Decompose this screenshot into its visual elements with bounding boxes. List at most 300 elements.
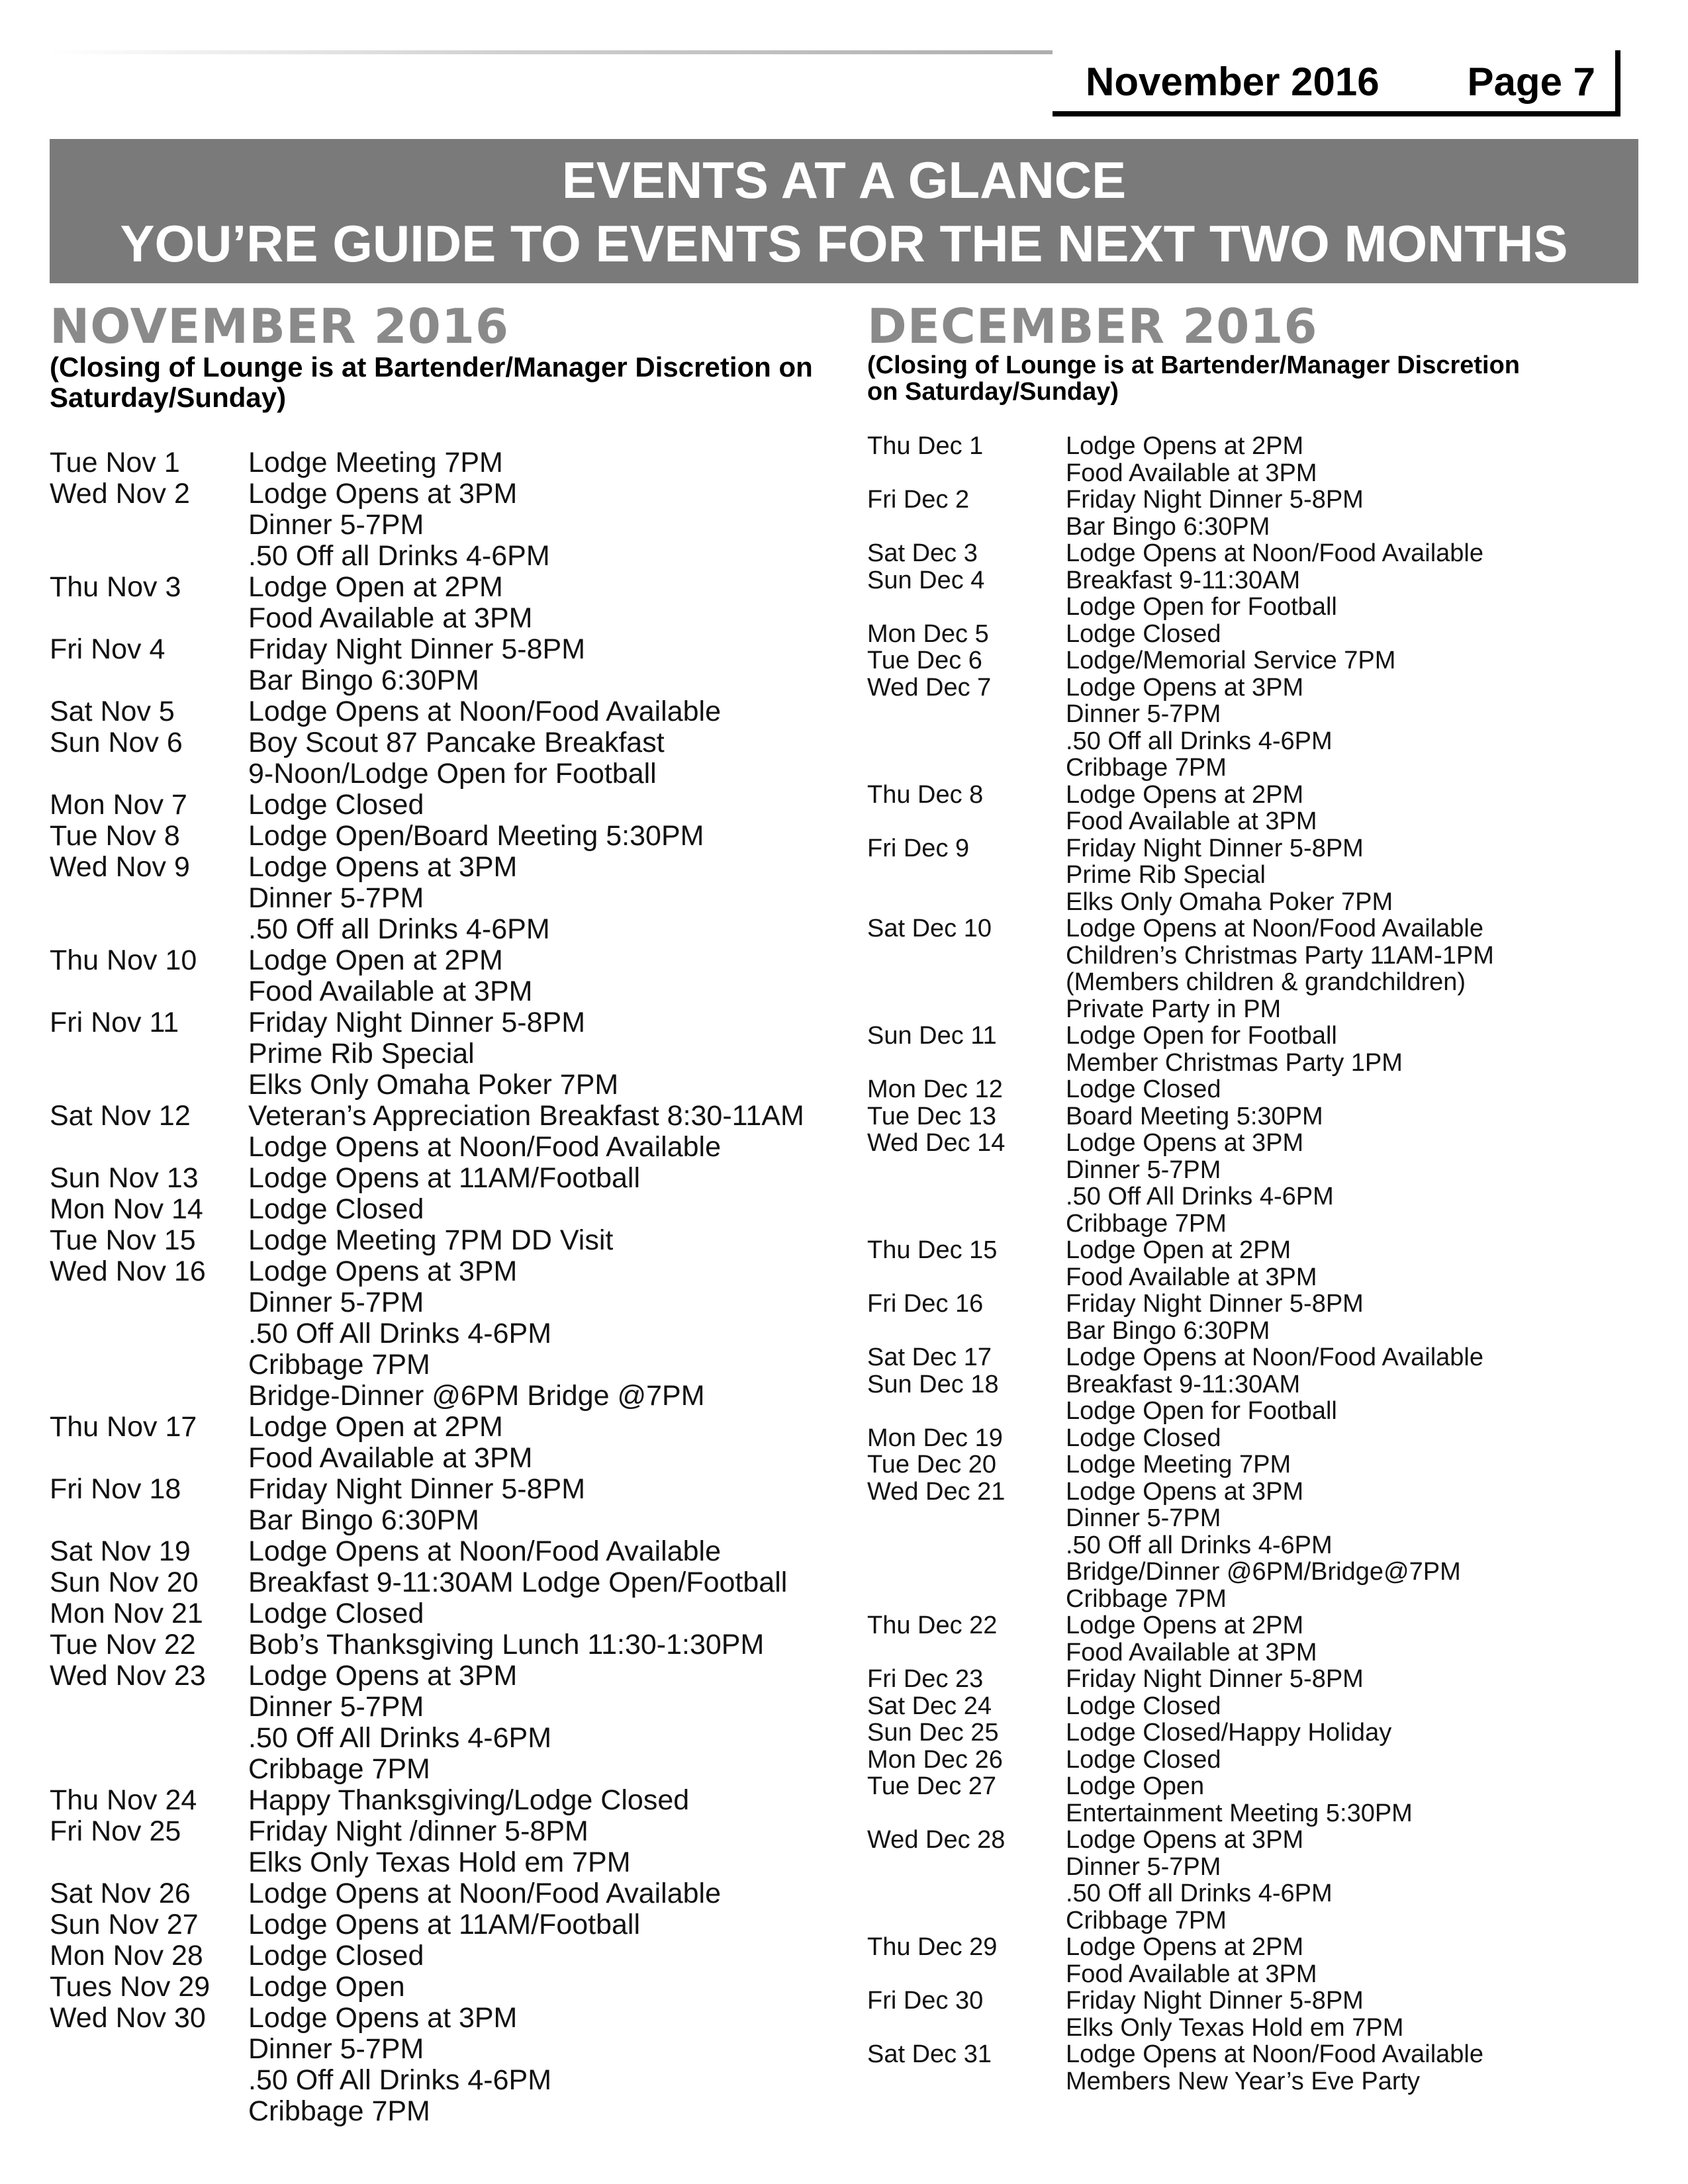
event-details	[1066, 2041, 1642, 2095]
event-date: Sat Nov 5	[50, 696, 175, 727]
event-date: Tue Dec 6	[867, 647, 982, 674]
event-details	[248, 478, 831, 572]
event-entry	[867, 1291, 1642, 1344]
event-date: Sun Dec 4	[867, 566, 985, 594]
event-detail-line: Lodge Meeting 7PM	[1066, 1451, 1291, 1479]
event-date: Sat Nov 26	[50, 1878, 191, 1909]
event-detail-line: Lodge Open for Football	[1066, 1397, 1337, 1425]
event-details	[1066, 1987, 1642, 2041]
event-entry	[50, 1536, 831, 1567]
event-date: Tue Dec 13	[867, 1102, 997, 1130]
event-details	[1066, 1371, 1642, 1425]
event-detail-line: Cribbage 7PM	[1066, 1209, 1227, 1238]
event-date: Wed Dec 14	[867, 1129, 1006, 1157]
event-details	[1066, 835, 1642, 916]
event-detail-line: Lodge Opens at 3PM	[248, 478, 518, 510]
event-details	[248, 1878, 831, 1909]
event-details	[248, 1007, 831, 1101]
event-detail-line: Lodge Open/Board Meeting 5:30PM	[248, 820, 704, 852]
event-date: Mon Nov 14	[50, 1193, 203, 1225]
event-date: Mon Dec 19	[867, 1424, 1003, 1452]
event-detail-line: Food Available at 3PM	[248, 1442, 533, 1474]
event-details	[248, 821, 831, 852]
event-detail-line: Friday Night Dinner 5-8PM	[1066, 486, 1364, 514]
event-date: Tue Nov 22	[50, 1629, 196, 1661]
event-date: Sun Nov 13	[50, 1162, 199, 1194]
event-detail-line: Breakfast 9-11:30AM	[1066, 566, 1301, 594]
event-detail-line: Lodge Closed	[1066, 619, 1221, 648]
event-detail-line: Food Available at 3PM	[1066, 459, 1317, 487]
event-detail-line: Friday Night Dinner 5-8PM	[1066, 834, 1364, 862]
event-detail-line: .50 Off all Drinks 4-6PM	[1066, 1531, 1333, 1559]
event-detail-line: Lodge Opens at 2PM	[1066, 1612, 1304, 1639]
november-column	[50, 285, 831, 2127]
event-detail-line: Lodge Opens at 3PM	[248, 2002, 518, 2034]
event-entry	[867, 835, 1642, 916]
event-entry	[50, 727, 831, 790]
event-details	[248, 696, 831, 727]
event-entry	[867, 486, 1642, 540]
event-entry	[50, 1412, 831, 1474]
event-detail-line: Food Available at 3PM	[1066, 807, 1317, 835]
event-entry	[867, 540, 1642, 567]
event-entry	[867, 1693, 1642, 1720]
event-detail-line: Entertainment Meeting 5:30PM	[1066, 1799, 1413, 1827]
event-date: Thu Nov 3	[50, 571, 181, 603]
event-details	[248, 2003, 831, 2127]
event-details	[248, 1909, 831, 1940]
november-title: NOVEMBER 2016	[50, 298, 510, 354]
event-details	[1066, 540, 1642, 567]
event-detail-line: .50 Off all Drinks 4-6PM	[1066, 1880, 1333, 1907]
event-entry	[50, 852, 831, 945]
event-detail-line: .50 Off All Drinks 4-6PM	[248, 1318, 552, 1349]
event-detail-line: Lodge Opens at 3PM	[1066, 1129, 1304, 1157]
event-details	[1066, 1666, 1642, 1693]
event-date: Wed Dec 21	[867, 1477, 1006, 1506]
event-date: Sun Nov 6	[50, 727, 183, 758]
december-event-list	[867, 433, 1642, 2095]
event-date: Tue Dec 27	[867, 1772, 997, 1800]
event-detail-line: Cribbage 7PM	[248, 2095, 430, 2127]
event-detail-line: Friday Night Dinner 5-8PM	[1066, 1290, 1364, 1318]
event-detail-line: Breakfast 9-11:30AM	[1066, 1370, 1301, 1398]
event-details	[1066, 1103, 1642, 1130]
event-detail-line: Food Available at 3PM	[248, 602, 533, 634]
event-entry	[50, 447, 831, 478]
event-date: Sat Dec 10	[867, 915, 992, 942]
event-entry	[50, 945, 831, 1007]
event-detail-line: Bar Bingo 6:30PM	[248, 1504, 479, 1536]
event-date: Tues Nov 29	[50, 1971, 211, 2003]
event-detail-line: Lodge Closed	[248, 1940, 424, 1972]
page-number: Page 7	[1467, 60, 1595, 104]
event-date: Sun Dec 25	[867, 1719, 999, 1747]
event-date: Fri Dec 23	[867, 1665, 984, 1693]
event-detail-line: Lodge Open for Football	[1066, 1022, 1337, 1050]
event-details	[248, 1225, 831, 1256]
event-date: Wed Dec 7	[867, 673, 992, 702]
event-date: Mon Dec 26	[867, 1745, 1003, 1774]
event-entry	[867, 1987, 1642, 2041]
event-detail-line: Members New Year’s Eve Party	[1066, 2067, 1421, 2095]
event-entry	[867, 1451, 1642, 1479]
event-detail-line: .50 Off all Drinks 4-6PM	[248, 540, 550, 572]
event-entry	[867, 2041, 1642, 2095]
event-detail-line: .50 Off All Drinks 4-6PM	[248, 2064, 552, 2096]
event-entry	[50, 1816, 831, 1878]
event-detail-line: Friday Night Dinner 5-8PM	[248, 633, 586, 665]
event-date: Thu Dec 1	[867, 432, 984, 460]
event-date: Thu Nov 17	[50, 1411, 197, 1443]
event-detail-line: Bar Bingo 6:30PM	[1066, 1316, 1270, 1345]
event-detail-line: Lodge Opens at 3PM	[1066, 1826, 1304, 1854]
event-date: Fri Nov 11	[50, 1007, 179, 1038]
event-date: Mon Dec 5	[867, 619, 989, 648]
event-detail-line: Lodge Opens at 2PM	[1066, 1933, 1304, 1961]
event-detail-line: Bridge-Dinner @6PM Bridge @7PM	[248, 1380, 705, 1412]
event-details	[1066, 1451, 1642, 1479]
event-detail-line: Lodge Opens at Noon/Food Available	[248, 1878, 722, 1909]
event-detail-line: Dinner 5-7PM	[248, 1691, 424, 1723]
event-details	[248, 447, 831, 478]
event-entry	[50, 1101, 831, 1163]
event-detail-line: Bridge/Dinner @6PM/Bridge@7PM	[1066, 1558, 1461, 1586]
event-details	[1066, 1719, 1642, 1747]
event-detail-line: Food Available at 3PM	[1066, 1263, 1317, 1291]
event-date: Mon Dec 12	[867, 1075, 1003, 1103]
event-entry	[50, 1785, 831, 1816]
event-detail-line: Dinner 5-7PM	[1066, 700, 1221, 728]
event-date: Thu Dec 15	[867, 1236, 998, 1264]
event-detail-line: Lodge Closed	[248, 1598, 424, 1629]
event-detail-line: Lodge Opens at Noon/Food Available	[248, 696, 722, 727]
event-detail-line: Cribbage 7PM	[1066, 1906, 1227, 1934]
event-details	[1066, 647, 1642, 674]
event-details	[1066, 1693, 1642, 1720]
event-entry	[867, 782, 1642, 835]
event-details	[1066, 674, 1642, 782]
event-detail-line: Lodge Opens at 3PM	[248, 1660, 518, 1692]
event-detail-line: Lodge Opens at 3PM	[1066, 673, 1304, 702]
december-note: (Closing of Lounge is at Bartender/Manager Discretion on Saturday/Sunday)	[867, 351, 1521, 406]
event-date: Thu Dec 22	[867, 1612, 998, 1639]
event-details	[248, 790, 831, 821]
event-detail-line: Dinner 5-7PM	[1066, 1504, 1221, 1532]
event-entry	[867, 647, 1642, 674]
event-entry	[867, 1103, 1642, 1130]
event-entry	[50, 634, 831, 696]
event-details	[248, 1163, 831, 1194]
event-details	[1066, 1425, 1642, 1452]
event-entry	[50, 1629, 831, 1661]
banner-title: EVENTS AT A GLANCE	[561, 151, 1127, 209]
event-date: Sun Dec 11	[867, 1022, 997, 1050]
event-date: Sat Nov 12	[50, 1100, 191, 1132]
event-detail-line: Lodge Closed	[1066, 1075, 1221, 1103]
event-detail-line: Friday Night Dinner 5-8PM	[1066, 1987, 1364, 2015]
event-date: Tue Nov 8	[50, 820, 180, 852]
event-detail-line: Lodge Open at 2PM	[1066, 1236, 1291, 1264]
event-date: Sat Dec 24	[867, 1692, 992, 1720]
event-detail-line: Lodge Closed/Happy Holiday	[1066, 1719, 1392, 1747]
event-detail-line: Cribbage 7PM	[248, 1349, 430, 1381]
event-detail-line: Lodge Open at 2PM	[248, 571, 503, 603]
event-date: Fri Nov 18	[50, 1473, 181, 1505]
event-date: Fri Nov 25	[50, 1815, 181, 1847]
event-details	[248, 1661, 831, 1785]
event-entry	[50, 1474, 831, 1536]
event-detail-line: Lodge Open	[1066, 1772, 1205, 1800]
event-entry	[50, 1225, 831, 1256]
event-details	[248, 1101, 831, 1163]
event-detail-line: Lodge Opens at Noon/Food Available	[248, 1131, 722, 1163]
event-detail-line: Lodge Opens at 3PM	[248, 1255, 518, 1287]
event-detail-line: Food Available at 3PM	[248, 976, 533, 1007]
event-detail-line: Friday Night /dinner 5-8PM	[248, 1815, 588, 1847]
event-date: Wed Nov 9	[50, 851, 190, 883]
event-details	[1066, 1479, 1642, 1613]
event-detail-line: Lodge Opens at Noon/Food Available	[1066, 2040, 1483, 2068]
event-details	[248, 1194, 831, 1225]
event-entry	[50, 1194, 831, 1225]
event-date: Tue Nov 1	[50, 447, 180, 478]
event-detail-line: Lodge Opens at Noon/Food Available	[1066, 1343, 1483, 1371]
november-note: (Closing of Lounge is at Bartender/Manager Discretion on Saturday/Sunday)	[50, 351, 813, 413]
event-detail-line: Board Meeting 5:30PM	[1066, 1102, 1323, 1130]
event-entry	[50, 1909, 831, 1940]
event-detail-line: Lodge Open at 2PM	[248, 1411, 503, 1443]
event-entry	[867, 1023, 1642, 1076]
event-detail-line: Veteran’s Appreciation Breakfast 8:30-11AM	[248, 1100, 804, 1132]
event-detail-line: Food Available at 3PM	[1066, 1638, 1317, 1666]
event-detail-line: Elks Only Texas Hold em 7PM	[1066, 2013, 1404, 2042]
event-detail-line: Food Available at 3PM	[1066, 1960, 1317, 1988]
event-detail-line: Lodge Closed	[248, 1193, 424, 1225]
event-entry	[50, 790, 831, 821]
event-entry	[867, 1371, 1642, 1425]
event-date: Fri Dec 30	[867, 1987, 984, 2015]
event-detail-line: Dinner 5-7PM	[248, 1287, 424, 1318]
event-details	[248, 1474, 831, 1536]
event-detail-line: Prime Rib Special	[248, 1038, 475, 1069]
event-detail-line: Dinner 5-7PM	[1066, 1156, 1221, 1184]
event-detail-line: Breakfast 9-11:30AM Lodge Open/Football	[248, 1567, 788, 1598]
event-details	[248, 1536, 831, 1567]
event-date: Fri Dec 9	[867, 834, 970, 862]
event-detail-line: 9-Noon/Lodge Open for Football	[248, 758, 657, 790]
events-banner	[50, 139, 1638, 283]
event-date: Thu Dec 29	[867, 1933, 998, 1961]
event-details	[1066, 1612, 1642, 1666]
event-entry	[50, 1256, 831, 1412]
event-entry	[867, 1612, 1642, 1666]
november-event-list	[50, 447, 831, 2127]
event-details	[248, 1940, 831, 1972]
event-detail-line: (Members children & grandchildren)	[1066, 968, 1466, 996]
event-detail-line: Lodge Opens at Noon/Food Available	[1066, 539, 1483, 567]
event-details	[1066, 567, 1642, 621]
event-detail-line: Lodge Opens at 2PM	[1066, 432, 1304, 460]
event-detail-line: Dinner 5-7PM	[1066, 1852, 1221, 1881]
event-date: Sat Dec 3	[867, 539, 978, 567]
event-entry	[867, 567, 1642, 621]
event-detail-line: Dinner 5-7PM	[248, 509, 424, 541]
event-date: Mon Nov 7	[50, 789, 187, 821]
event-entry	[50, 2003, 831, 2127]
event-detail-line: Friday Night Dinner 5-8PM	[248, 1007, 586, 1038]
event-detail-line: Prime Rib Special	[1066, 861, 1266, 889]
event-date: Thu Dec 8	[867, 780, 984, 809]
december-column	[867, 285, 1642, 2095]
event-detail-line: Lodge Open	[248, 1971, 405, 2003]
event-entry	[50, 1661, 831, 1785]
event-details	[1066, 621, 1642, 648]
event-detail-line: Private Party in PM	[1066, 995, 1282, 1023]
event-details	[1066, 915, 1642, 1023]
event-date: Wed Nov 23	[50, 1660, 206, 1692]
event-details	[1066, 1076, 1642, 1103]
event-date: Tue Dec 20	[867, 1451, 997, 1479]
event-details	[1066, 1237, 1642, 1291]
event-entry	[867, 433, 1642, 486]
event-entry	[867, 1827, 1642, 1934]
event-detail-line: Lodge Opens at Noon/Food Available	[248, 1535, 722, 1567]
event-date: Sun Nov 20	[50, 1567, 199, 1598]
event-detail-line: Lodge Meeting 7PM DD Visit	[248, 1224, 614, 1256]
event-date: Wed Nov 30	[50, 2002, 206, 2034]
event-details	[248, 852, 831, 945]
event-entry	[867, 1773, 1642, 1827]
event-detail-line: Lodge Open at 2PM	[248, 944, 503, 976]
event-detail-line: Elks Only Omaha Poker 7PM	[248, 1069, 619, 1101]
event-detail-line: Lodge Closed	[1066, 1424, 1221, 1452]
event-details	[248, 1629, 831, 1661]
event-entry	[50, 1163, 831, 1194]
event-date: Fri Dec 16	[867, 1290, 984, 1318]
event-date: Thu Nov 10	[50, 944, 197, 976]
event-detail-line: Lodge/Memorial Service 7PM	[1066, 647, 1396, 674]
event-detail-line: Friday Night Dinner 5-8PM	[1066, 1665, 1364, 1693]
event-details	[1066, 782, 1642, 835]
event-entry	[867, 1076, 1642, 1103]
event-detail-line: Cribbage 7PM	[1066, 1584, 1227, 1613]
event-detail-line: .50 Off All Drinks 4-6PM	[1066, 1183, 1334, 1210]
event-detail-line: Bob’s Thanksgiving Lunch 11:30-1:30PM	[248, 1629, 765, 1661]
event-entry	[50, 1007, 831, 1101]
event-details	[248, 1816, 831, 1878]
event-date: Fri Dec 2	[867, 486, 970, 514]
event-detail-line: Elks Only Texas Hold em 7PM	[248, 1846, 631, 1878]
event-date: Mon Nov 28	[50, 1940, 203, 1972]
event-detail-line: .50 Off all Drinks 4-6PM	[248, 913, 550, 945]
event-date: Thu Nov 24	[50, 1784, 197, 1816]
event-entry	[867, 1130, 1642, 1237]
event-date: Sat Dec 17	[867, 1343, 992, 1371]
event-date: Mon Nov 21	[50, 1598, 203, 1629]
header-month: November 2016	[1086, 60, 1380, 104]
event-detail-line: Lodge Closed	[1066, 1745, 1221, 1774]
event-detail-line: Lodge Closed	[248, 789, 424, 821]
event-detail-line: Bar Bingo 6:30PM	[248, 664, 479, 696]
event-details	[248, 1785, 831, 1816]
december-title: DECEMBER 2016	[867, 298, 1318, 354]
event-detail-line: Dinner 5-7PM	[248, 2033, 424, 2065]
event-details	[1066, 1827, 1642, 1934]
event-detail-line: Member Christmas Party 1PM	[1066, 1048, 1403, 1077]
event-detail-line: Lodge Opens at 11AM/Football	[248, 1909, 641, 1940]
event-detail-line: Lodge Opens at 2PM	[1066, 780, 1304, 809]
event-entry	[867, 1344, 1642, 1371]
event-entry	[50, 478, 831, 572]
event-date: Wed Nov 16	[50, 1255, 206, 1287]
event-entry	[50, 1972, 831, 2003]
event-entry	[867, 1666, 1642, 1693]
event-entry	[867, 1237, 1642, 1291]
event-detail-line: .50 Off all Drinks 4-6PM	[1066, 727, 1333, 755]
event-details	[248, 1412, 831, 1474]
event-details	[1066, 1344, 1642, 1371]
event-detail-line: Boy Scout 87 Pancake Breakfast	[248, 727, 665, 758]
event-details	[248, 727, 831, 790]
event-detail-line: Lodge Opens at 3PM	[1066, 1477, 1304, 1506]
event-entry	[867, 1425, 1642, 1452]
event-entry	[50, 1598, 831, 1629]
event-detail-line: Lodge Meeting 7PM	[248, 447, 503, 478]
banner-subtitle: YOU’RE GUIDE TO EVENTS FOR THE NEXT TWO MONTHS	[120, 214, 1568, 273]
event-date: Sun Dec 18	[867, 1370, 999, 1398]
event-entry	[50, 1878, 831, 1909]
event-details	[1066, 1291, 1642, 1344]
event-details	[248, 1972, 831, 2003]
event-details	[1066, 433, 1642, 486]
event-details	[1066, 486, 1642, 540]
event-detail-line: Happy Thanksgiving/Lodge Closed	[248, 1784, 690, 1816]
event-details	[248, 634, 831, 696]
event-date: Fri Nov 4	[50, 633, 165, 665]
event-detail-line: Lodge Opens at 3PM	[248, 851, 518, 883]
event-entry	[50, 1940, 831, 1972]
event-entry	[867, 1479, 1642, 1613]
event-detail-line: Bar Bingo 6:30PM	[1066, 512, 1270, 541]
event-detail-line: Lodge Opens at Noon/Food Available	[1066, 915, 1483, 942]
event-date: Tue Nov 15	[50, 1224, 196, 1256]
event-details	[248, 1598, 831, 1629]
event-date: Wed Nov 2	[50, 478, 190, 510]
event-detail-line: Friday Night Dinner 5-8PM	[248, 1473, 586, 1505]
event-detail-line: Elks Only Omaha Poker 7PM	[1066, 887, 1393, 916]
event-detail-line: Children’s Christmas Party 11AM-1PM	[1066, 941, 1494, 970]
event-details	[248, 945, 831, 1007]
event-entry	[867, 621, 1642, 648]
event-detail-line: Lodge Open for Football	[1066, 593, 1337, 621]
event-entry	[867, 1719, 1642, 1747]
event-detail-line: Lodge Opens at 11AM/Football	[248, 1162, 641, 1194]
event-entry	[867, 1934, 1642, 1987]
event-date: Sun Nov 27	[50, 1909, 199, 1940]
event-entry	[50, 572, 831, 634]
event-details	[1066, 1023, 1642, 1076]
event-detail-line: Dinner 5-7PM	[248, 882, 424, 914]
event-entry	[867, 915, 1642, 1023]
event-detail-line: Cribbage 7PM	[1066, 754, 1227, 782]
page-header-tab	[1053, 50, 1620, 116]
event-entry	[867, 674, 1642, 782]
event-details	[248, 572, 831, 634]
event-entry	[50, 1567, 831, 1598]
event-details	[1066, 1747, 1642, 1774]
event-entry	[867, 1747, 1642, 1774]
